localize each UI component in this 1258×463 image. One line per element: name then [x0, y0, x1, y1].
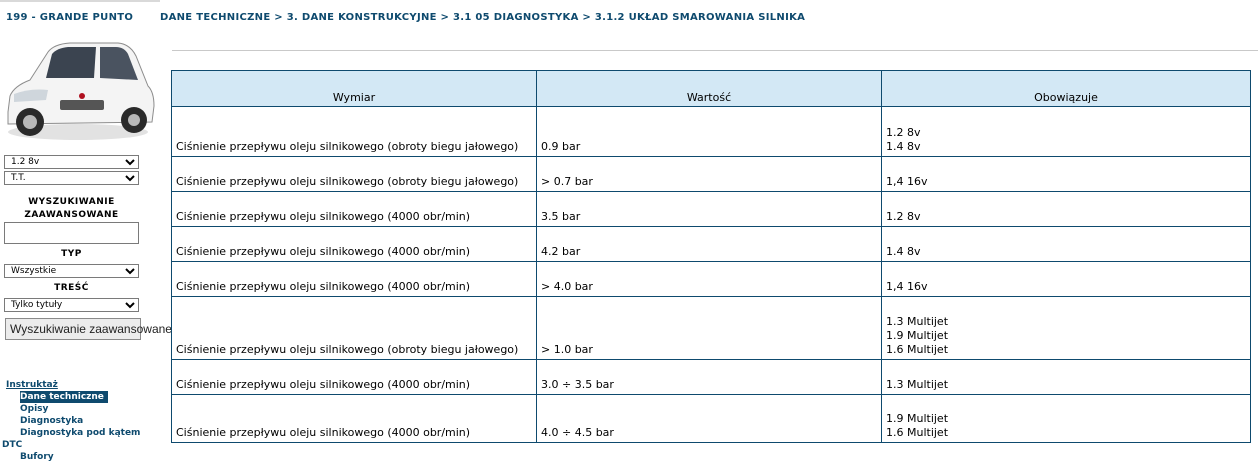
table-row: [172, 395, 1251, 443]
nav-dtc[interactable]: DTC: [2, 440, 23, 450]
column-header-dimension: Wymiar: [172, 71, 537, 107]
top-divider: [0, 0, 160, 2]
table-row: [172, 227, 1251, 262]
search-input[interactable]: [4, 222, 139, 244]
cell-applies: 1,4 16v: [882, 157, 1251, 192]
advanced-search-button[interactable]: Wyszukiwanie zaawansowane: [5, 318, 141, 340]
table-row: [172, 360, 1251, 395]
cell-value: 4.0 ÷ 4.5 bar: [537, 395, 882, 443]
table-row: [172, 157, 1251, 192]
type-select[interactable]: [4, 264, 139, 278]
cell-value: 3.0 ÷ 3.5 bar: [537, 360, 882, 395]
table-row: [172, 297, 1251, 360]
cell-applies: 1.2 8v 1.4 8v: [882, 107, 1251, 157]
cell-value: > 1.0 bar: [537, 297, 882, 360]
column-header-applies: Obowiązuje: [882, 71, 1251, 107]
cell-dimension: Ciśnienie przepływu oleju silnikowego (obroty biegu jałowego): [172, 107, 537, 157]
column-header-value: Wartość: [537, 71, 882, 107]
nav-diagnostyka[interactable]: Diagnostyka: [20, 416, 84, 426]
cell-dimension: Ciśnienie przepływu oleju silnikowego (4000 obr/min): [172, 360, 537, 395]
type-label: TYP: [61, 249, 82, 259]
content-divider: [172, 50, 1258, 51]
cell-value: > 4.0 bar: [537, 262, 882, 297]
nav-diagnostyka-pod-katem[interactable]: Diagnostyka pod kątem: [20, 428, 141, 438]
cell-dimension: Ciśnienie przepływu oleju silnikowego (obroty biegu jałowego): [172, 297, 537, 360]
cell-dimension: Ciśnienie przepływu oleju silnikowego (4000 obr/min): [172, 395, 537, 443]
cell-value: 4.2 bar: [537, 227, 882, 262]
cell-dimension: Ciśnienie przepływu oleju silnikowego (4000 obr/min): [172, 262, 537, 297]
cell-applies: 1,4 16v: [882, 262, 1251, 297]
table-row: [172, 262, 1251, 297]
cell-applies: 1.3 Multijet: [882, 360, 1251, 395]
table-header-row: [172, 71, 1251, 107]
cell-applies: 1.3 Multijet 1.9 Multijet 1.6 Multijet: [882, 297, 1251, 360]
nav-instruktaz[interactable]: Instruktaż: [6, 380, 58, 390]
nav-bufory[interactable]: Bufory: [20, 452, 54, 462]
engine-select[interactable]: [4, 155, 139, 169]
content-select[interactable]: [4, 298, 139, 312]
nav-dane-techniczne[interactable]: Dane techniczne: [20, 391, 108, 403]
advanced-search-heading: WYSZUKIWANIE ZAAWANSOWANE: [24, 197, 119, 220]
car-image: [0, 34, 160, 146]
cell-applies: 1.2 8v: [882, 192, 1251, 227]
cell-value: 3.5 bar: [537, 192, 882, 227]
cell-dimension: Ciśnienie przepływu oleju silnikowego (4000 obr/min): [172, 192, 537, 227]
cell-dimension: Ciśnienie przepływu oleju silnikowego (4000 obr/min): [172, 227, 537, 262]
cell-value: > 0.7 bar: [537, 157, 882, 192]
cell-value: 0.9 bar: [537, 107, 882, 157]
model-title: 199 - GRANDE PUNTO: [6, 12, 134, 23]
specs-table: [171, 70, 1251, 443]
variant-select[interactable]: [4, 171, 139, 185]
cell-applies: 1.9 Multijet 1.6 Multijet: [882, 395, 1251, 443]
content-label: TREŚĆ: [54, 283, 89, 293]
cell-applies: 1.4 8v: [882, 227, 1251, 262]
nav-opisy[interactable]: Opisy: [20, 404, 49, 414]
table-row: [172, 192, 1251, 227]
cell-dimension: Ciśnienie przepływu oleju silnikowego (obroty biegu jałowego): [172, 157, 537, 192]
breadcrumb: DANE TECHNICZNE > 3. DANE KONSTRUKCYJNE > 3.1 05 DIAGNOSTYKA > 3.1.2 UKŁAD SMAROWANIA SILNIKA: [160, 12, 806, 23]
table-row: [172, 107, 1251, 157]
